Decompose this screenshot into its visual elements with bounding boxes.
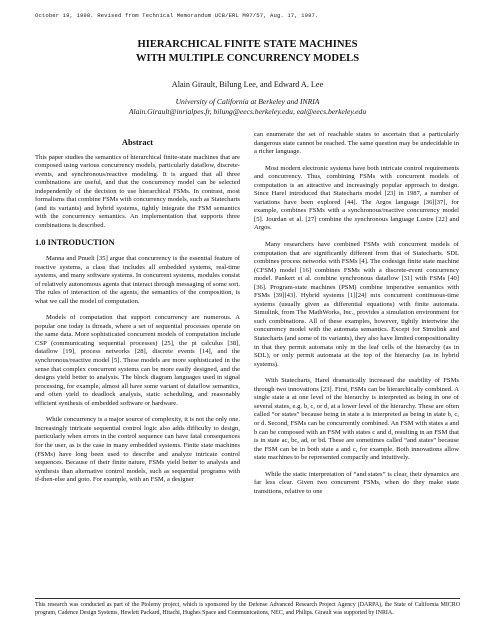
right-column (254, 131, 459, 496)
intro-paragraph-5: Most modern electronic systems have both intricate control requirements and concurrency. Thus, combining FSMs with concurrent models of computation is an attractive and increasingly popular approach to design. Since Harel introduced that Statecharts model [23] in 1987, a number of variations have been explored [44]. The Argos language [36][37], for example, combines FSMs with a synchronous/reactive concurrency model [5]. Jourdan et al. [27] combine the synchronous language Lustre [22] and Argos. (254, 164, 459, 232)
intro-paragraph-1: Manna and Pnueli [35] argue that concurrency is the essential feature of reactive systems, a class that includes all embedded systems, real-time systems, and many software systems. In concurrent systems, modules consist of relatively autonomous agents that interact through messaging of some sort. The rules of interaction of the agents, the semantics of the composition, is what we call the model of computation. (35, 255, 240, 305)
intro-paragraph-6: Many researchers have combined FSMs with concurrent models of computation that are significantly different from that of Statecharts. SDL combines process networks with FSMs [4]. The codesign finite state machine (CFSM) model [16] combines FSMs with a discrete-event concurrency model. Pankert et al. combine synchronous dataflow [31] with FSMs [40][36]. Program-state machines (PSM) combine imperative semantics with FSMs [39][43]. Hybrid systems [1][24] mix concurrent continuous-time systems (usually given as differential equations) with finite automata. Simulink, from The MathWorks, Inc., provides a simulation environment for such combinations. All of these examples, however, tightly intertwine the concurrency model with the automata semantics. Except for Simulink and Statecharts (and some of its variants), they also have limited compositionality in that they permit automata only in the leaf cells of the hierarchy (as in SDL), or only permit automata at the top of the hierarchy (as in hybrid systems). (254, 241, 459, 368)
intro-paragraph-8: While the static interpretation of “and states” is clear, their dynamics are far less clear. Given two concurrent FSMs, when do they make state transitions, relative to one (254, 470, 459, 495)
intro-paragraph-3: While concurrency is a major source of complexity, it is not the only one. Increasingly intricate sequential control logic also adds difficulty to design, particularly when errors in the control sequence can have fatal consequences for the user, as is the case in many embedded systems. Finite state machines (FSMs) have long been used to describe and analyze intricate control sequences. Because of their finite nature, FSMs yield better to analysis and synthesis than alternative control models, such as sequential programs with if-then-else and goto. For example, with an FSM, a designer (35, 416, 240, 484)
page-header: October 19, 1998. Revised from Technical Memorandum UCB/ERL M97/57, Aug. 17, 1997. (35, 12, 319, 19)
author-emails: Alain.Girault@inrialpes.fr, bilung@eecs.berkeley.edu, eal@eecs.berkeley.edu (128, 107, 367, 116)
left-column (35, 136, 240, 485)
abstract-text: This paper studies the semantics of hierarchical finite-state machines that are composed using various concurrency models, particularly dataflow, discrete-events, and synchronous/reactive modeling. It is argued that all three combinations are useful, and that the concurrency model can be selected independently of the decision to use hierarchical FSMs. In contrast, most formalisms that combine FSMs with concurrency models, such as Statecharts (and its variants) and hybrid systems, tightly integrate the FSM semantics with the concurrency semantics. An implementation that supports three combinations is described. (35, 153, 240, 229)
intro-paragraph-2: Models of computation that support concurrency are numerous. A popular one today is threads, where a set of sequential processes operate on the same data. More sophisticated concurrent models of computation include CSP (communicating sequential processes) [25], the pi calculus [38], dataflow [19], process networks [28], discrete events [14], and the synchronous/reactive model [5]. These models are more sophisticated in the sense that complex concurrent systems can be more easily designed, and the designs yield better to analysis. The block diagram languages used in signal processing, for example, almost all have some variant of dataflow semantics, and often yield to deadlock analysis, static scheduling, and reasonably efficient synthesis of embedded software or hardware. (35, 314, 240, 407)
authors: Alain Girault, Bilung Lee, and Edward A. Lee (171, 80, 324, 89)
paper-title-line-1: HIERARCHICAL FINITE STATE MACHINES (137, 39, 358, 50)
section-heading-introduction: 1.0 INTRODUCTION (35, 238, 115, 248)
footnote-rule (35, 598, 460, 599)
abstract-heading: Abstract (121, 138, 154, 147)
paper-title-line-2: WITH MULTIPLE CONCURRENCY MODELS (135, 53, 360, 64)
intro-paragraph-7: With Statecharts, Harel dramatically increased the usability of FSMs through two innovations [23]. First, FSMs can be hierarchically combined. A single state a at one level of the hierarchy is interpreted as being in one of several states, e.g. b, c, or d, at a lower level of the hierarchy. These are often called “or states” because being in state a is interpreted as being in state b, c, or d. Second, FSMs can be concurrently combined. An FSM with states a and b can be composed with an FSM with states c and d, resulting in an FSM that is in state ac, bc, ad, or bd. These are sometimes called “and states” because the FSM can be in both state a and c, for example. Both innovations allow state machines to be represented compactly and intuitively. (254, 377, 459, 462)
intro-paragraph-4: can enumerate the set of reachable states to ascertain that a particularly dangerous state cannot be reached. The same question may be undecidable in a richer language. (254, 131, 459, 156)
footnote: This research was conducted as part of the Ptolemy project, which is sponsored by the Defense Advanced Research Project Agency (DARPA), the State of California MICRO program, Cadence Design Systems, Hewlett Packard, Hitachi, Hughes Space and Communications, NEC, and Philips. Girault was supported by INRIA. (35, 602, 460, 616)
affiliation: University of California at Berkeley and INRIA (175, 97, 320, 106)
